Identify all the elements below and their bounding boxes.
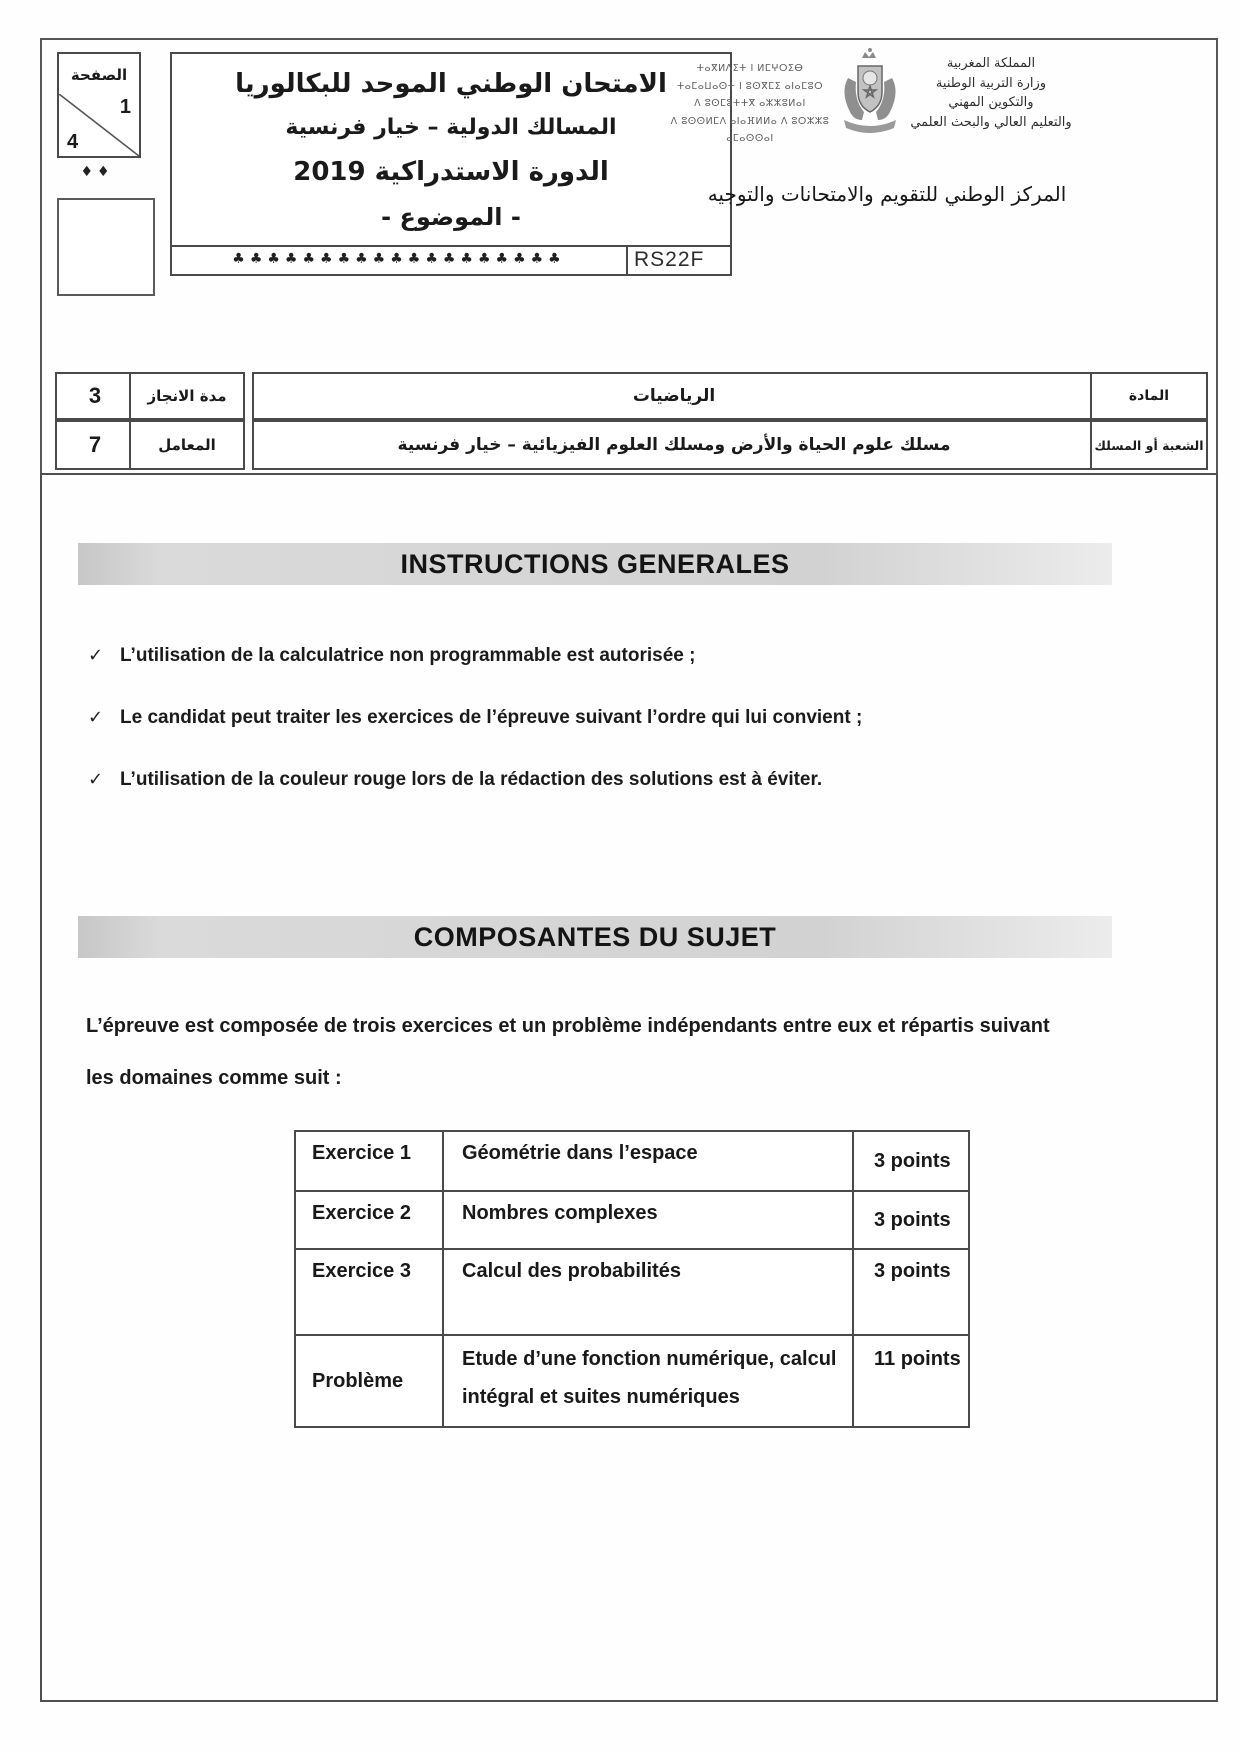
exam-title-line-4: - الموضوع - [381, 202, 521, 231]
exercise-points: 3 points [853, 1191, 969, 1249]
exercise-name: Exercice 3 [295, 1249, 443, 1335]
exercise-name: Problème [295, 1335, 443, 1427]
empty-code-box [57, 198, 155, 296]
coefficient-label: المعامل [129, 420, 245, 470]
components-table [294, 1130, 970, 1428]
duration-label: مدة الانجاز [129, 372, 245, 420]
instruction-text-1: L’utilisation de la calculatrice non programmable est autorisée ; [120, 645, 696, 666]
ministry-name-arabic [904, 54, 1078, 132]
track-field-label: الشعبة أو المسلك [1090, 420, 1208, 470]
instruction-text-2: Le candidat peut traiter les exercices de l’épreuve suivant l’ordre qui lui convient ; [120, 707, 863, 728]
page-number-box [57, 94, 141, 158]
check-icon: ✓ [88, 645, 104, 665]
evaluation-center-name: المركز الوطني للتقويم والامتحانات والتوجيه [707, 182, 1067, 206]
duration-value: 3 [55, 372, 135, 420]
exam-title-lines [172, 54, 730, 245]
ministry-arabic-line-4: والتعليم العالي والبحث العلمي [910, 114, 1072, 130]
tifinagh-line-2: ⵜⴰⵎⴰⵡⴰⵙⵜ ⵏ ⵓⵙⴳⵎⵉ ⴰⵏⴰⵎⵓⵔ [676, 80, 824, 92]
exercise-points: 11 points [853, 1335, 969, 1427]
page-box-label: الصفحة [57, 52, 141, 98]
exam-code: RS22F [626, 247, 730, 274]
exam-title-box [170, 52, 732, 276]
current-page-number: 1 [119, 96, 131, 118]
ministry-arabic-line-3: والتكوين المهني [948, 95, 1034, 110]
composantes-heading: COMPOSANTES DU SUJET [78, 916, 1112, 958]
total-page-number: 4 [67, 131, 79, 153]
exam-title-line-1: الامتحان الوطني الموحد للبكالوريا [235, 68, 667, 99]
coefficient-value: 7 [55, 420, 135, 470]
check-icon: ✓ [88, 707, 104, 727]
club-ornament-row-icon: ♣♣♣♣♣♣♣♣♣♣♣♣♣♣♣♣♣♣♣ [232, 251, 566, 267]
title-bottom-row [172, 245, 730, 274]
ministry-name-tifinagh [666, 60, 834, 148]
exercise-topic: Etude d’une fonction numérique, calcul intégral et suites numériques [443, 1335, 853, 1427]
check-icon: ✓ [88, 769, 104, 789]
exercise-name: Exercice 2 [295, 1191, 443, 1249]
composantes-intro [86, 1000, 1126, 1104]
exercise-name: Exercice 1 [295, 1131, 443, 1191]
ministry-arabic-line-2: وزارة التربية الوطنية [935, 75, 1047, 91]
subject-name: الرياضيات [252, 372, 1096, 420]
tifinagh-line-4: ⴷ ⵓⵙⵙⵍⵎⴷ ⴰⵏⴰⴼⵍⵍⴰ ⴷ ⵓⵔⵣⵣⵓ ⴰⵎⴰⵙⵙⴰⵏ [670, 115, 830, 144]
exercise-points: 3 points [853, 1249, 969, 1335]
tifinagh-line-1: ⵜⴰⴳⵍⴷⵉⵜ ⵏ ⵍⵎⵖⵔⵉⴱ [696, 63, 804, 74]
composantes-intro-line-1: L’épreuve est composée de trois exercices et un problème indépendants entre eux et répartis suivant [86, 1015, 1050, 1037]
exercise-points: 3 points [853, 1131, 969, 1191]
instruction-item [88, 645, 1108, 667]
diamond-ornament-icon: ♦♦ [80, 164, 114, 180]
exam-title-line-2: المسالك الدولية – خيار فرنسية [285, 114, 617, 140]
composantes-intro-line-2: les domaines comme suit : [86, 1067, 342, 1089]
exercise-topic: Calcul des probabilités [443, 1249, 853, 1335]
track-name: مسلك علوم الحياة والأرض ومسلك العلوم الفيزيائية – خيار فرنسية [252, 420, 1096, 470]
morocco-coat-of-arms-icon [834, 46, 906, 142]
instruction-item [88, 707, 1108, 729]
exam-title-line-3: الدورة الاستدراكية 2019 [293, 156, 609, 187]
tifinagh-line-3: ⴷ ⵓⵙⵎⵓⵜⵜⴳ ⴰⵣⵣⵓⵍⴰⵏ [694, 98, 806, 109]
exercise-topic: Géométrie dans l’espace [443, 1131, 853, 1191]
ministry-arabic-line-1: المملكة المغربية [946, 56, 1036, 71]
instructions-heading: INSTRUCTIONS GENERALES [78, 543, 1112, 585]
instruction-text-3: L’utilisation de la couleur rouge lors de la rédaction des solutions est à éviter. [120, 769, 823, 790]
exercise-topic: Nombres complexes [443, 1191, 853, 1249]
subject-field-label: المادة [1090, 372, 1208, 420]
instruction-item [88, 769, 1108, 791]
